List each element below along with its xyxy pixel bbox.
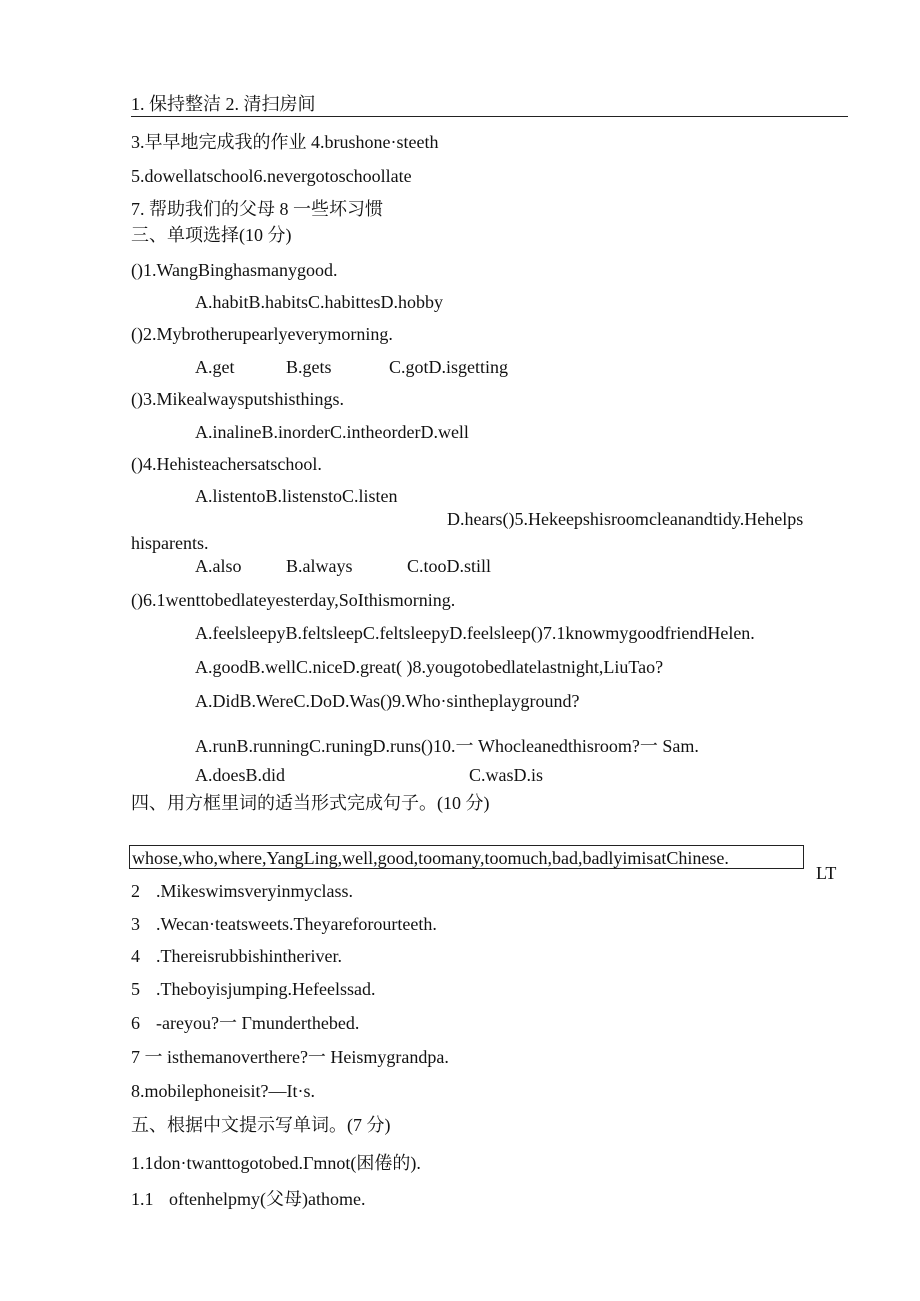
phrase-line-1: 1. 保持整洁 2. 清扫房间 xyxy=(131,94,316,114)
question-4: ()4.Hehisteachersatschool. xyxy=(131,454,322,474)
section4-item-3-num: 3 xyxy=(131,914,140,934)
question-8-options-question-9: A.DidB.WereC.DoD.Was()9.Who·sintheplayground? xyxy=(195,691,580,711)
section4-item-2-num: 2 xyxy=(131,881,140,901)
question-10-options-cd: C.wasD.is xyxy=(469,765,544,785)
section4-item-5-num: 5 xyxy=(131,979,140,999)
question-6-options-question-7: A.feelsleepyB.feltsleepC.feltsleepyD.feelsleep()7.1knowmygoodfriendHelen. xyxy=(195,623,755,643)
question-3: ()3.Mikealwaysputshisthings. xyxy=(131,389,344,409)
section4-item-3-text: .Wecan·teatsweets.Theyareforourteeth. xyxy=(156,914,437,934)
question-4-d-question-5: D.hears()5.Hekeepshisroomcleanandtidy.Hehelps xyxy=(447,509,804,529)
question-5-continued: hisparents. xyxy=(131,533,209,553)
question-6: ()6.1wenttobedlateyesterday,SoIthismorning. xyxy=(131,590,456,610)
question-4-options: A.listentoB.listenstoC.listen xyxy=(195,486,398,506)
phrase-line-2: 3.早早地完成我的作业 4.brushone·steeth xyxy=(131,132,439,152)
phrase-line-4: 7. 帮助我们的父母 8 一些坏习惯 xyxy=(131,199,383,219)
question-5-option-b: B.always xyxy=(286,556,353,576)
word-box-text: whose,who,where,YangLing,well,good,toomany,toomuch,bad,badlyimisatChinese. xyxy=(132,848,729,868)
section4-item-4-num: 4 xyxy=(131,946,140,966)
question-9-options-question-10: A.runB.runningC.runingD.runs()10.一 Whocleanedthisroom?一 Sam. xyxy=(195,736,699,756)
question-1-options: A.habitB.habitsC.habittesD.hobby xyxy=(195,292,443,312)
section5-heading: 五、根据中文提示写单词。(7 分) xyxy=(131,1115,391,1135)
question-1: ()1.WangBinghasmanygood. xyxy=(131,260,338,280)
question-2-option-cd: C.gotD.isgetting xyxy=(389,357,509,377)
section4-item-6-text: -areyou?一 Γmunderthebed. xyxy=(156,1013,360,1033)
section4-item-5-text: .Theboyisjumping.Hefeelssad. xyxy=(156,979,376,999)
section4-item-6-num: 6 xyxy=(131,1013,140,1033)
section5-item-1: 1.1don·twanttogotobed.Γmnot(困倦的). xyxy=(131,1153,421,1173)
section3-heading: 三、单项选择(10 分) xyxy=(131,225,292,245)
section4-heading: 四、用方框里词的适当形式完成句子。(10 分) xyxy=(131,793,490,813)
question-7-options-question-8: A.goodB.wellC.niceD.great( )8.yougotobedlatelastnight,LiuTao? xyxy=(195,657,664,677)
question-2-option-a: A.get xyxy=(195,357,235,377)
section4-item-2-text: .Mikeswimsveryinmyclass. xyxy=(156,881,353,901)
question-5-option-cd: C.tooD.still xyxy=(407,556,492,576)
word-box-tail: LT xyxy=(816,863,837,883)
phrase-line-3: 5.dowellatschool6.nevergotoschoollate xyxy=(131,166,412,186)
section5-item-2-text: oftenhelpmy(父母)athome. xyxy=(169,1189,366,1209)
question-3-options: A.inalineB.inorderC.intheorderD.well xyxy=(195,422,469,442)
question-10-options-ab: A.doesB.did xyxy=(195,765,285,785)
section4-item-4-text: .Thereisrubbishintheriver. xyxy=(156,946,342,966)
question-5-option-a: A.also xyxy=(195,556,242,576)
section4-item-8: 8.mobilephoneisit?—It·s. xyxy=(131,1081,315,1101)
section5-item-2-num: 1.1 xyxy=(131,1189,154,1209)
header-rule xyxy=(131,116,848,117)
question-2-option-b: B.gets xyxy=(286,357,332,377)
section4-item-7: 7 一 isthemanoverthere?一 Heismygrandpa. xyxy=(131,1047,449,1067)
question-2: ()2.Mybrotherupearlyeverymorning. xyxy=(131,324,393,344)
